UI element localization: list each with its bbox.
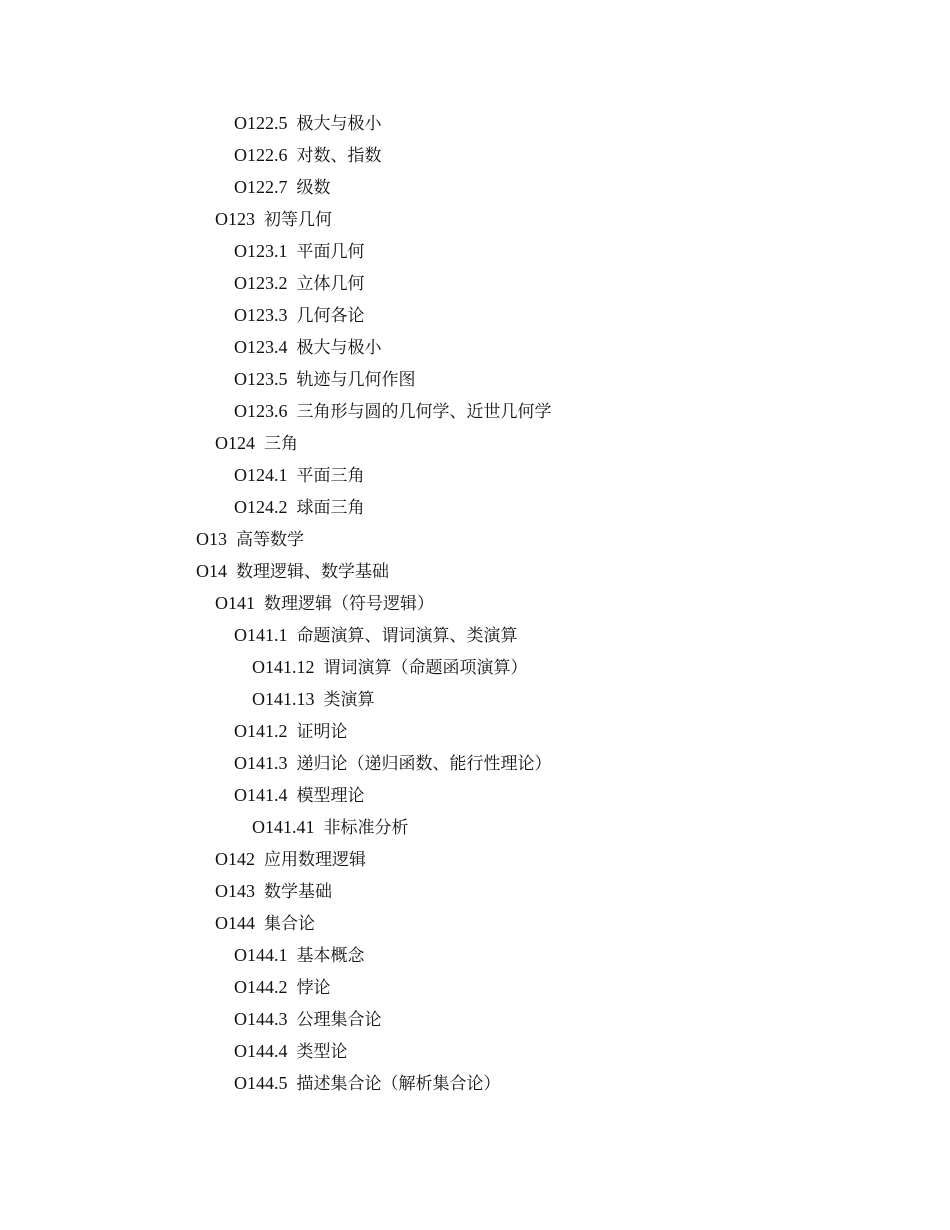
classification-code: O141	[215, 593, 255, 613]
classification-code: O141.13	[252, 689, 315, 709]
classification-title: 类型论	[296, 1042, 348, 1062]
classification-code: O14	[196, 561, 227, 581]
classification-title: 非标准分析	[323, 818, 409, 838]
classification-title: 数学基础	[264, 882, 332, 902]
classification-code: O13	[196, 529, 227, 549]
classification-title: 三角	[264, 434, 298, 454]
classification-entry	[196, 875, 896, 907]
classification-code: O144.1	[234, 945, 288, 965]
classification-code: O144.4	[234, 1041, 288, 1061]
classification-code: O124	[215, 433, 255, 453]
classification-title: 应用数理逻辑	[264, 850, 366, 870]
classification-entry	[196, 235, 896, 267]
classification-code: O141.1	[234, 625, 288, 645]
classification-title: 极大与极小	[296, 114, 382, 134]
classification-entry	[196, 1035, 896, 1067]
classification-title: 几何各论	[296, 306, 365, 326]
classification-code: O123.1	[234, 241, 288, 261]
classification-entry	[196, 1003, 896, 1035]
classification-code: O123.5	[234, 369, 288, 389]
classification-entry	[196, 523, 896, 555]
classification-title: 三角形与圆的几何学、近世几何学	[296, 402, 552, 422]
classification-title: 谓词演算（命题函项演算）	[323, 658, 528, 678]
classification-entry	[196, 331, 896, 363]
classification-code: O142	[215, 849, 255, 869]
classification-entry	[196, 139, 896, 171]
classification-entry	[196, 299, 896, 331]
classification-entry	[196, 907, 896, 939]
classification-code: O141.41	[252, 817, 315, 837]
classification-code: O122.5	[234, 113, 288, 133]
classification-code: O124.1	[234, 465, 288, 485]
classification-code: O124.2	[234, 497, 288, 517]
classification-title: 极大与极小	[296, 338, 382, 358]
classification-code: O123	[215, 209, 255, 229]
classification-entry	[196, 203, 896, 235]
classification-code: O122.7	[234, 177, 288, 197]
classification-entry	[196, 267, 896, 299]
classification-code: O122.6	[234, 145, 288, 165]
classification-title: 命题演算、谓词演算、类演算	[296, 626, 518, 646]
classification-title: 描述集合论（解析集合论）	[296, 1074, 501, 1094]
classification-entry	[196, 587, 896, 619]
classification-list	[196, 107, 896, 1099]
classification-entry	[196, 171, 896, 203]
classification-entry	[196, 555, 896, 587]
classification-code: O123.2	[234, 273, 288, 293]
classification-entry	[196, 779, 896, 811]
classification-entry	[196, 491, 896, 523]
classification-code: O144.2	[234, 977, 288, 997]
classification-title: 立体几何	[296, 274, 365, 294]
classification-code: O144	[215, 913, 255, 933]
classification-title: 轨迹与几何作图	[296, 370, 416, 390]
classification-entry	[196, 619, 896, 651]
classification-entry	[196, 811, 896, 843]
classification-title: 高等数学	[236, 530, 304, 550]
classification-entry	[196, 427, 896, 459]
classification-entry	[196, 683, 896, 715]
classification-title: 类演算	[323, 690, 375, 710]
classification-code: O123.3	[234, 305, 288, 325]
classification-code: O141.3	[234, 753, 288, 773]
classification-title: 数理逻辑（符号逻辑）	[264, 594, 434, 614]
classification-code: O144.5	[234, 1073, 288, 1093]
classification-title: 对数、指数	[296, 146, 382, 166]
classification-entry	[196, 939, 896, 971]
classification-entry	[196, 395, 896, 427]
classification-title: 基本概念	[296, 946, 365, 966]
classification-entry	[196, 747, 896, 779]
classification-entry	[196, 971, 896, 1003]
classification-entry	[196, 651, 896, 683]
classification-code: O144.3	[234, 1009, 288, 1029]
classification-title: 悖论	[296, 978, 331, 998]
classification-code: O143	[215, 881, 255, 901]
classification-code: O141.4	[234, 785, 288, 805]
classification-title: 球面三角	[296, 498, 365, 518]
classification-title: 平面几何	[296, 242, 365, 262]
classification-entry	[196, 363, 896, 395]
classification-entry	[196, 107, 896, 139]
classification-title: 初等几何	[264, 210, 332, 230]
classification-title: 平面三角	[296, 466, 365, 486]
classification-title: 级数	[296, 178, 331, 198]
classification-entry	[196, 843, 896, 875]
classification-title: 递归论（递归函数、能行性理论）	[296, 754, 552, 774]
classification-code: O123.4	[234, 337, 288, 357]
classification-code: O141.2	[234, 721, 288, 741]
classification-code: O141.12	[252, 657, 315, 677]
classification-title: 集合论	[264, 914, 315, 934]
classification-title: 模型理论	[296, 786, 365, 806]
classification-entry	[196, 1067, 896, 1099]
classification-title: 证明论	[296, 722, 348, 742]
classification-title: 公理集合论	[296, 1010, 382, 1030]
classification-code: O123.6	[234, 401, 288, 421]
classification-entry	[196, 459, 896, 491]
classification-entry	[196, 715, 896, 747]
classification-title: 数理逻辑、数学基础	[236, 562, 389, 582]
